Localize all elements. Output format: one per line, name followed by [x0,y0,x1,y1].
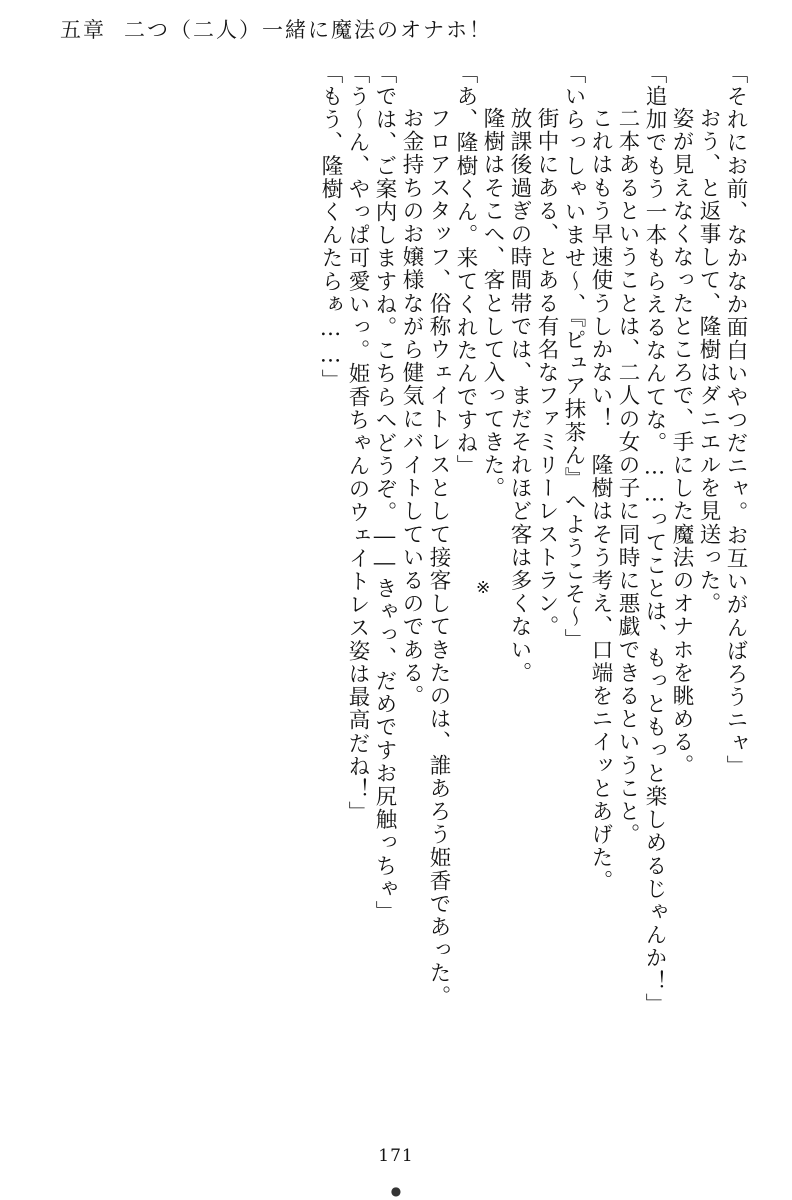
vertical-text-body [46,62,746,1132]
text-line: 姿が見えなくなったところで、手にした魔法のオナホを眺める。 [669,84,694,777]
text-line: 「もう、隆樹くんたらぁ……」 [318,62,343,393]
page-number: 171 [378,1146,414,1166]
bottom-mark: ● [390,1184,402,1198]
chapter-label: 五章 [60,18,106,42]
text-line: 隆樹はそこへ、客として入ってきた。 [480,84,505,500]
section-break-marker: ※ [476,578,491,598]
text-line: これはもう早速使うしかない！ 隆樹はそう考え、口端をニイッとあげた。 [588,84,613,893]
text-line: 放課後過ぎの時間帯では、まだそれほど客は多くない。 [507,84,532,685]
text-line: 「追加でもう一本もらえるなんてな。……ってことは、もっともっと楽しめるじゃんか！」 [642,62,667,1017]
chapter-title: 二つ（二人）一緒に魔法のオナホ！ [124,18,492,42]
text-line: 二本あるということは、二人の女の子に同時に悪戯できるということ。 [615,84,640,847]
text-line: 「あ、隆樹くん。来てくれたんですね」 [453,62,478,478]
chapter-header [56,14,736,44]
text-line: お金持ちのお嬢様ながら健気にバイトしているのである。 [399,84,424,708]
text-line: 「では、ご案内しますね。こちらへどうぞ。――きゃっ、だめですお尻触っちゃ」 [372,62,397,924]
text-line: 「それにお前、なかなか面白いやつだニャ。お互いがんばろうニャ」 [723,62,748,779]
text-line: 「う～ん、やっぱ可愛いっ。姫香ちゃんのウェイトレス姿は最高だね！」 [345,62,370,825]
text-line: おう、と返事して、隆樹はダニエルを見送った。 [696,84,721,616]
text-line: フロアスタッフ、俗称ウェイトレスとして接客してきたのは、誰あろう姫香であった。 [426,84,451,1008]
text-line: 街中にある、とある有名なファミリーレストラン。 [534,84,559,639]
text-line: 「いらっしゃいませ～、『ピュア抹茶ん』へようこそ～」 [561,62,586,652]
